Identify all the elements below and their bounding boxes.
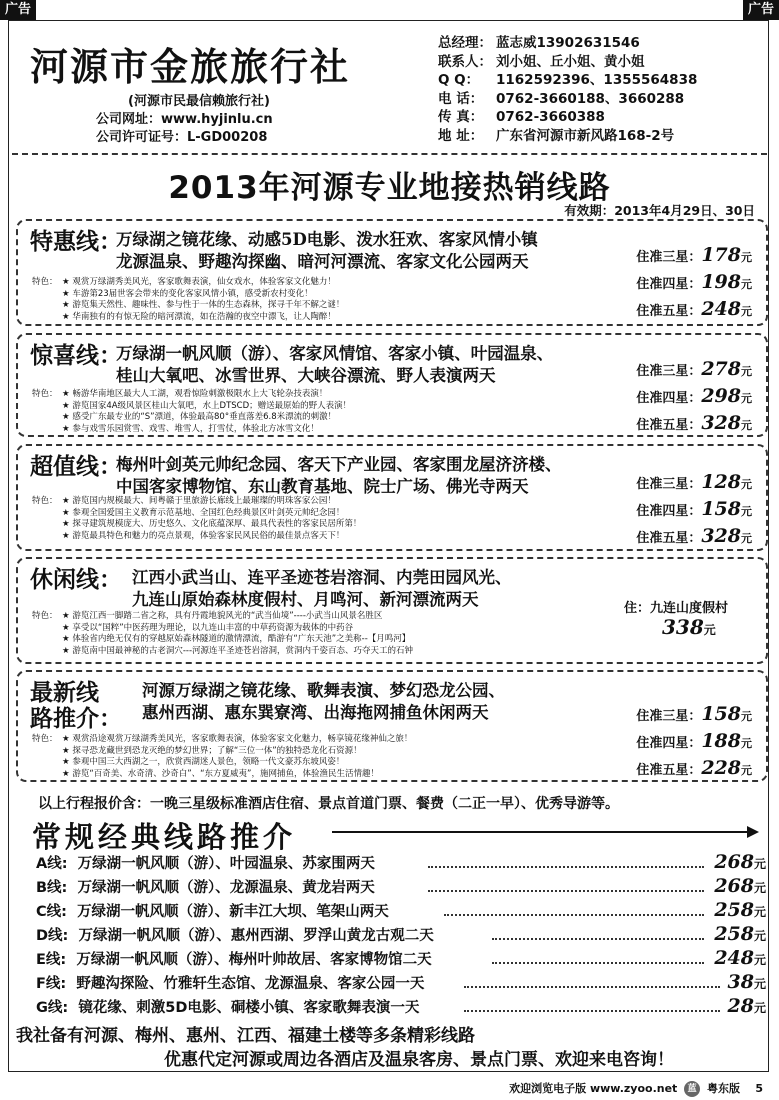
price-list (636, 702, 752, 783)
route-line: 九连山原始森林度假村、月鸣河、新河漂流两天 (132, 590, 479, 609)
header-divider (12, 153, 767, 155)
price-list (636, 470, 752, 551)
price-row: 住准五星：228元 (636, 757, 752, 779)
price-row: 住准五星：248元 (636, 298, 752, 320)
classic-route-row: A线: 万绿湖一帆风顺（游）、叶园温泉、苏家围两天 268元 (36, 851, 766, 873)
route-line: 龙源温泉、野趣沟探幽、暗河河漂流、客家文化公园两天 (116, 252, 529, 271)
footer-edition: 粤东版 (707, 1082, 741, 1095)
route-line: 江西小武当山、连平圣迹苍岩溶洞、内莞田园风光、 (132, 568, 512, 587)
route-line: 中国客家博物馆、东山教育基地、院士广场、佛光寺两天 (116, 477, 529, 496)
price-row: 住准三星：178元 (636, 244, 752, 266)
route-line: 河源万绿湖之镜花缘、歌舞表演、梦幻恐龙公园、 (142, 681, 505, 700)
stay-info: 住：九连山度假村 (624, 601, 729, 616)
route-line: 万绿湖一帆风顺（游）、客家风情馆、客家小镇、叶园温泉、 (116, 344, 554, 363)
contact-row: 总经理： 蓝志威13902631546 (438, 35, 640, 51)
company-license: 公司许可证号：L-GD00208 (96, 130, 268, 145)
contact-row: 联系人： 刘小姐、丘小姐、黄小姐 (438, 53, 645, 70)
price-row: 住准三星：128元 (636, 471, 752, 493)
classic-route-row: G线: 镜花缘、刺激5D电影、硐楼小镇、客家歌舞表演一天 28元 (36, 995, 766, 1017)
ad-tag-left: 广告 (0, 0, 36, 20)
headline: 2013年河源专业地接热销线路 (168, 170, 611, 206)
route-line: 惠州西湖、惠东巽寮湾、出海拖网捕鱼休闲两天 (142, 703, 489, 722)
feature-list: 特色： ★ 观赏沿途观赏万绿湖秀美风光，客家歌舞表演，体验客家文化魅力，畅享镜花缘神仙之旅！ ★ 探寻恐龙藏世到恐龙灭绝的梦幻世界；了解“三位一体”的独特恐龙化石资源！ ★ 参观中国三大西湖之一，欣赏西湖迷人景色，领略一代文豪苏东坡风姿！ ★ 游览“百奇美、水奇清、沙奇白”、“东方夏威夷”，施网捕鱼，体验渔民生活情趣！ (32, 734, 413, 779)
price-list (636, 357, 752, 438)
classic-route-row: D线: 万绿湖一帆风顺（游）、惠州西湖、罗浮山黄龙古观二天 258元 (36, 923, 766, 945)
company-website[interactable]: 公司网址：www.hyjinlu.cn (96, 112, 273, 127)
price-list (636, 243, 752, 324)
contact-block (438, 34, 697, 145)
classic-route-row: C线: 万绿湖一帆风顺（游）、新丰江大坝、笔架山两天 258元 (36, 899, 766, 921)
company-name: 河源市金旅旅行社 (30, 45, 351, 89)
price-row: 住准四星：198元 (636, 271, 752, 293)
contact-row: 电 话： 0762-3660188、3660288 (438, 90, 685, 107)
footer-text[interactable]: 欢迎浏览电子版 www.zyoo.net (509, 1082, 678, 1095)
price-row: 住准五星：328元 (636, 412, 752, 434)
arrow-line (332, 831, 750, 833)
classic-route-row: E线: 万绿湖一帆风顺（游）、梅州叶帅故居、客家博物馆二天 248元 (36, 947, 766, 969)
price-row: 住准五星：328元 (636, 525, 752, 547)
contact-row: 地 址： 广东省河源市新风路168-2号 (438, 127, 675, 144)
section-box (16, 557, 768, 664)
contact-row: 传 真： 0762-3660388 (438, 109, 605, 125)
price-row: 住准四星：298元 (636, 385, 752, 407)
validity: 有效期：2013年4月29日、30日 (564, 203, 755, 218)
price-row: 住准三星：278元 (636, 358, 752, 380)
footer (509, 1080, 763, 1097)
route-line: 万绿湖之镜花缘、动感5D电影、泼水狂欢、客家风情小镇 (116, 230, 538, 249)
company-slogan: (河源市民最信赖旅行社) (128, 94, 270, 109)
feature-list: 特色： ★ 游览江西一脚踏二省之称，具有丹霞地貌风光的“武当仙境”----小武当山风景名胜区 ★ 享受以“国粹”中医药理为理论，以九连山丰富的中草药资源为载体的中药谷 ★ 体验省内绝无仅有的穿越原始森林隧道的激情漂流，酷游有“广东天池”之美称--【月鸣河】 ★ 游览南中国最神秘的古老洞穴---河源连平圣迹苍岩溶洞，赏洞内千姿百态、巧夺天工的石钟 (32, 611, 414, 656)
feature-list: 特色： ★ 观赏万绿湖秀美风光，客家歌舞表演，仙女戏水，体验客家文化魅力！ ★ 车游第23届世客会带来的变化客家风情小镇，感受新农村变化！ ★ 游览集天然性、趣味性、参与性于一体的生态森林，探寻千年不解之谜！ ★ 华南独有的有惊无险的暗河漂流，如在浩瀚的夜空中漂飞，让人陶醉！ (32, 277, 345, 322)
route-line: 梅州叶剑英元帅纪念园、客天下产业园、客家围龙屋济济楼、 (116, 455, 562, 474)
bottom-line-1: 我社备有河源、梅州、惠州、江西、福建土楼等多条精彩线路 (16, 1026, 475, 1046)
section-title: 路推介： (30, 706, 122, 732)
section-title: 超值线： (30, 454, 122, 480)
section-title: 特惠线： (30, 229, 122, 255)
feature-list: 特色： ★ 游览国内规模最大、间粤赣于里旅游长廊线上最璀璨的明珠客家公园！ ★ 参观全国爱国主义教育示范基地、全国红色经典景区叶剑英元帅纪念园！ ★ 探寻建筑规模庞大、历史悠久、文化底蕴深厚、最具代表性的客家民居所第！ ★ 游览最具特色和魅力的亮点景观，体验客家民风民俗的最佳景点客天下！ (32, 496, 362, 541)
price-row: 338元 (662, 615, 716, 639)
price-row: 住准四星：188元 (636, 730, 752, 752)
price-row: 住准三星：158元 (636, 703, 752, 725)
classic-title: 常规经典线路推介 (32, 820, 297, 854)
route-line: 桂山大氧吧、冰雪世界、大峡谷漂流、野人表演两天 (116, 366, 496, 385)
contact-row: Q Q： 1162592396、1355564838 (438, 72, 698, 88)
section-box (16, 444, 768, 551)
section-box (16, 219, 768, 326)
page-number: 5 (755, 1082, 763, 1095)
section-box (16, 333, 768, 437)
classic-route-row: B线: 万绿湖一帆风顺（游）、龙源温泉、黄龙岩两天 268元 (36, 875, 766, 897)
section-title: 惊喜线： (30, 343, 122, 369)
arrow-right-icon (747, 826, 759, 838)
classic-route-row: F线: 野趣沟探险、竹雅轩生态馆、龙源温泉、客家公园一天 38元 (36, 971, 766, 993)
feature-list: 特色： ★ 畅游华南地区最大人工湖，观看惊险刺激极限水上大飞轮杂技表演！ ★ 游览国家4A级风景区桂山大氧吧，水上DTSCD；赠送最原始的野人表演！ ★ 感受广东最专业的“S”漂道，体验最高80°垂直落差6.8米漂流的刺激！ ★ 参与戏雪乐园赏雪、戏雪、堆雪人，打雪仗，体验北方冰雪文化！ (32, 389, 352, 434)
section-title: 最新线 (30, 680, 99, 706)
section-box (16, 670, 768, 782)
bottom-line-2: 优惠代定河源或周边各酒店及温泉客房、景点门票、欢迎来电咨询！ (164, 1050, 674, 1070)
section-title: 休闲线： (30, 567, 122, 593)
price-row: 住准四星：158元 (636, 498, 752, 520)
price-note: 以上行程报价含：一晚三星级标准酒店住宿、景点首道门票、餐费（二正一早）、优秀导游等。 (38, 796, 619, 812)
ad-tag-right: 广告 (743, 0, 779, 20)
badge-icon: 蓝 (684, 1081, 700, 1097)
